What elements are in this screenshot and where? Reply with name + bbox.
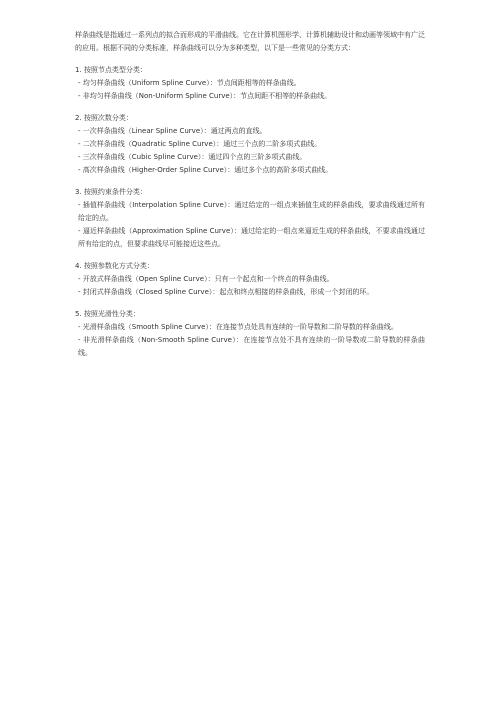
section-heading: 3. 按照约束条件分类： — [75, 188, 147, 196]
list-item: - 一次样条曲线（Linear Spline Curve）：通过两点的直线。 — [78, 127, 267, 135]
document-body — [75, 29, 425, 369]
list-item: - 均匀样条曲线（Uniform Spline Curve）：节点间距相等的样条曲线。 — [78, 79, 301, 87]
section-heading: 2. 按照次数分类： — [75, 114, 133, 122]
list-item: - 开放式样条曲线（Open Spline Curve）：只有一个起点和一个终点的样条曲线。 — [78, 275, 334, 283]
list-item: - 逼近样条曲线（Approximation Spline Curve）：通过给定的一组点来逼近生成的样条曲线，不要求曲线通过所有给定的点，但要求曲线尽可能接近这些点。 — [78, 227, 425, 248]
section-parameterization — [75, 260, 425, 299]
section-smoothness — [75, 308, 425, 360]
section-constraint — [75, 186, 425, 251]
list-item: - 封闭式样条曲线（Closed Spline Curve）：起点和终点相接的样条曲线，形成一个封闭的环。 — [78, 288, 374, 296]
intro-paragraph: 样条曲线是指通过一系列点的拟合而形成的平滑曲线。它在计算机图形学、计算机辅助设计和动画等领域中有广泛的应用。根据不同的分类标准，样条曲线可以分为多种类型，以下是一些常见的分类方式： — [75, 31, 425, 52]
list-item: - 光滑样条曲线（Smooth Spline Curve）：在连接节点处具有连续的一阶导数和二阶导数的样条曲线。 — [78, 323, 398, 331]
list-item: - 插值样条曲线（Interpolation Spline Curve）：通过给定的一组点来插值生成的样条曲线，要求曲线通过所有给定的点。 — [78, 201, 425, 222]
section-degree — [75, 112, 425, 177]
section-node-type — [75, 64, 425, 103]
section-heading: 1. 按照节点类型分类： — [75, 66, 147, 74]
list-item: - 非均匀样条曲线（Non-Uniform Spline Curve）：节点间距不相等的样条曲线。 — [78, 92, 332, 100]
list-item: - 非光滑样条曲线（Non-Smooth Spline Curve）：在连接节点处不具有连续的一阶导数或二阶导数的样条曲线。 — [78, 336, 425, 357]
section-heading: 5. 按照光滑性分类： — [75, 310, 140, 318]
list-item: - 三次样条曲线（Cubic Spline Curve）：通过四个点的三阶多项式曲线。 — [78, 153, 307, 161]
list-item: - 二次样条曲线（Quadratic Spline Curve）：通过三个点的二阶多项式曲线。 — [78, 140, 322, 148]
section-heading: 4. 按照参数化方式分类： — [75, 262, 154, 270]
list-item: - 高次样条曲线（Higher-Order Spline Curve）：通过多个点的高阶多项式曲线。 — [78, 166, 333, 174]
